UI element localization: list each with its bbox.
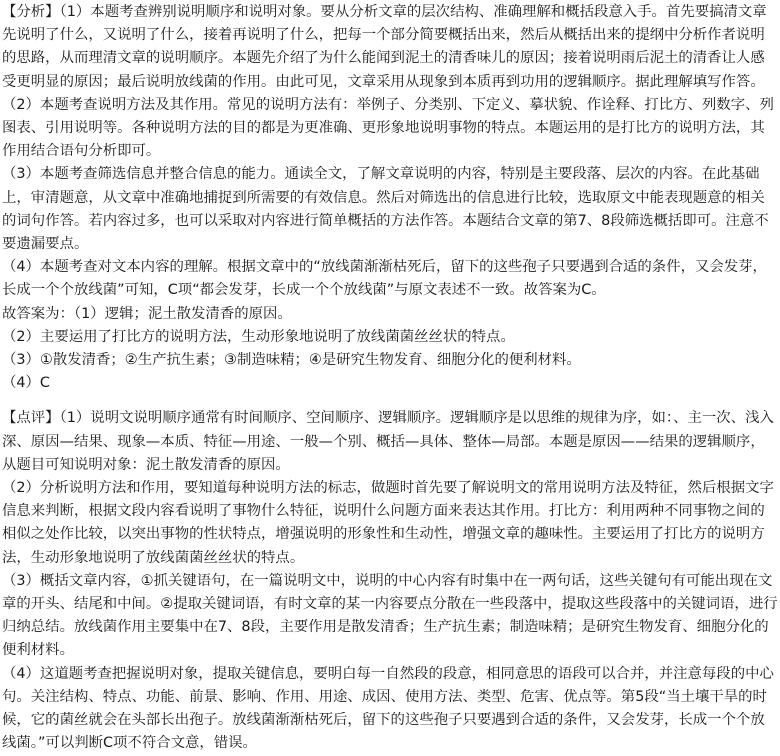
answer-section (2, 303, 778, 396)
analysis-paragraph-4: （4）本题考查对文本内容的理解。根据文章中的“放线菌渐渐枯死后，留下的这些孢子只要遇到合适的条件，又会发芽，长成一个个放线菌”可知，C项“都会发芽，长成一个个放线菌”与原文表述不一致。故答案为C。 (2, 259, 767, 299)
answer-line-1: 故答案为：（1）逻辑；泥土散发清香的原因。 (2, 305, 292, 322)
analysis-paragraph-1: 【分析】（1）本题考查辨别说明顺序和说明对象。要从分析文章的层次结构、准确理解和概括段意入手。首先要搞清文章先说明了什么，又说明了什么，接着再说明了什么，把每一个部分简要概括出来，然后从概括出来的提纲中分析作者说明的思路，从而理清文章的说明顺序。本题先介绍了为什么能闻到泥土的清香味儿的原因；接着说明雨后泥土的清香让人感受更明显的原因；最后说明放线菌的作用。由此可见，文章采用从现象到本质再到功用的逻辑顺序。据此理解填写作答。 (2, 4, 767, 90)
comment-paragraph-1: 【点评】（1）说明文说明顺序通常有时间顺序、空间顺序、逻辑顺序。逻辑顺序是以思维的规律为序，如：、主一次、浅入深、原因—结果、现象—本质、特征—用途、一般—个别、概括—具体、整体—局部。本题是原因——结果的逻辑顺序，从题目可知说明对象：泥土散发清香的原因。 (2, 410, 774, 473)
comment-paragraph-3: （3）概括文章内容，①抓关键语句，在一篇说明文中，说明的中心内容有时集中在一两句话，这些关键句有可能出现在文章的开头、结尾和中间。②提取关键词语，有时文章的某一内容要点分散在一些段落中，提取这些段落中的关键词语，进行归纳总结。放线菌作用主要集中在7、8段，主要作用是散发清香；生产抗生素；制造味精；是研究生物发育、细胞分化的便利材料。 (2, 572, 778, 659)
comment-paragraph-2: （2）分析说明方法和作用，要知道每种说明方法的标志，做题时首先要了解说明文的常用说明方法及特征，然后根据文字信息来判断，根据文段内容看说明了事物什么特征，说明什么问题方面来表达其作用。打比方：利用两种不同事物之间的相似之处作比较，以突出事物的性状特点，增强说明的形象性和生动性，增强文章的趣味性。主要运用了打比方的说明方法，生动形象地说明了放线菌菌丝丝状的特点。 (2, 480, 774, 566)
analysis-paragraph-3: （3）本题考查筛选信息并整合信息的能力。通读全文，了解文章说明的内容，特别是主要段落、层次的内容。在此基础上，审清题意，从文章中准确地捕捉到所需要的有效信息。然后对筛选出的信息进行比较，选取原文中能表现题意的相关的词句作答。若内容过多，也可以采取对内容进行简单概括的方法作答。本题结合文章的第7、8段筛选概括即可。注意不要遗漏要点。 (2, 166, 769, 253)
answer-line-2: （2）主要运用了打比方的说明方法，生动形象地说明了放线菌菌丝丝状的特点。 (2, 328, 515, 345)
analysis-paragraph-2: （2）本题考查说明方法及其作用。常见的说明方法有：举例子、分类别、下定义、摹状貌、作诠释、打比方、列数字、列图表、引用说明等。各种说明方法的目的都是为更准确、更形象地说明事物的特点。本题运用的是打比方的说明方法，其作用结合语句分析即可。 (2, 96, 774, 160)
answer-line-3: （3）①散发清香；②生产抗生素；③制造味精；④是研究生物发育、细胞分化的便利材料。 (2, 352, 581, 369)
answer-line-4: （4）C (2, 375, 50, 392)
analysis-section (2, 1, 778, 303)
section-gap (2, 395, 778, 407)
comment-paragraph-4: （4）这道题考查把握说明对象，提取关键信息，要明白每一自然段的段意，相同意思的语段可以合并，并注意每段的中心句。关注结构、特点、功能、前景、影响、作用、用途、成因、使用方法、类型、危害、优点等。第5段“当土壤干旱的时候，它的菌丝就会在头部长出孢子。放线菌渐渐枯死后，留下的这些孢子只要遇到合适的条件，又会发芽，长成一个个放线菌。”可以判断C项不符合文意，错误。 (2, 665, 774, 752)
comment-section (2, 407, 778, 755)
